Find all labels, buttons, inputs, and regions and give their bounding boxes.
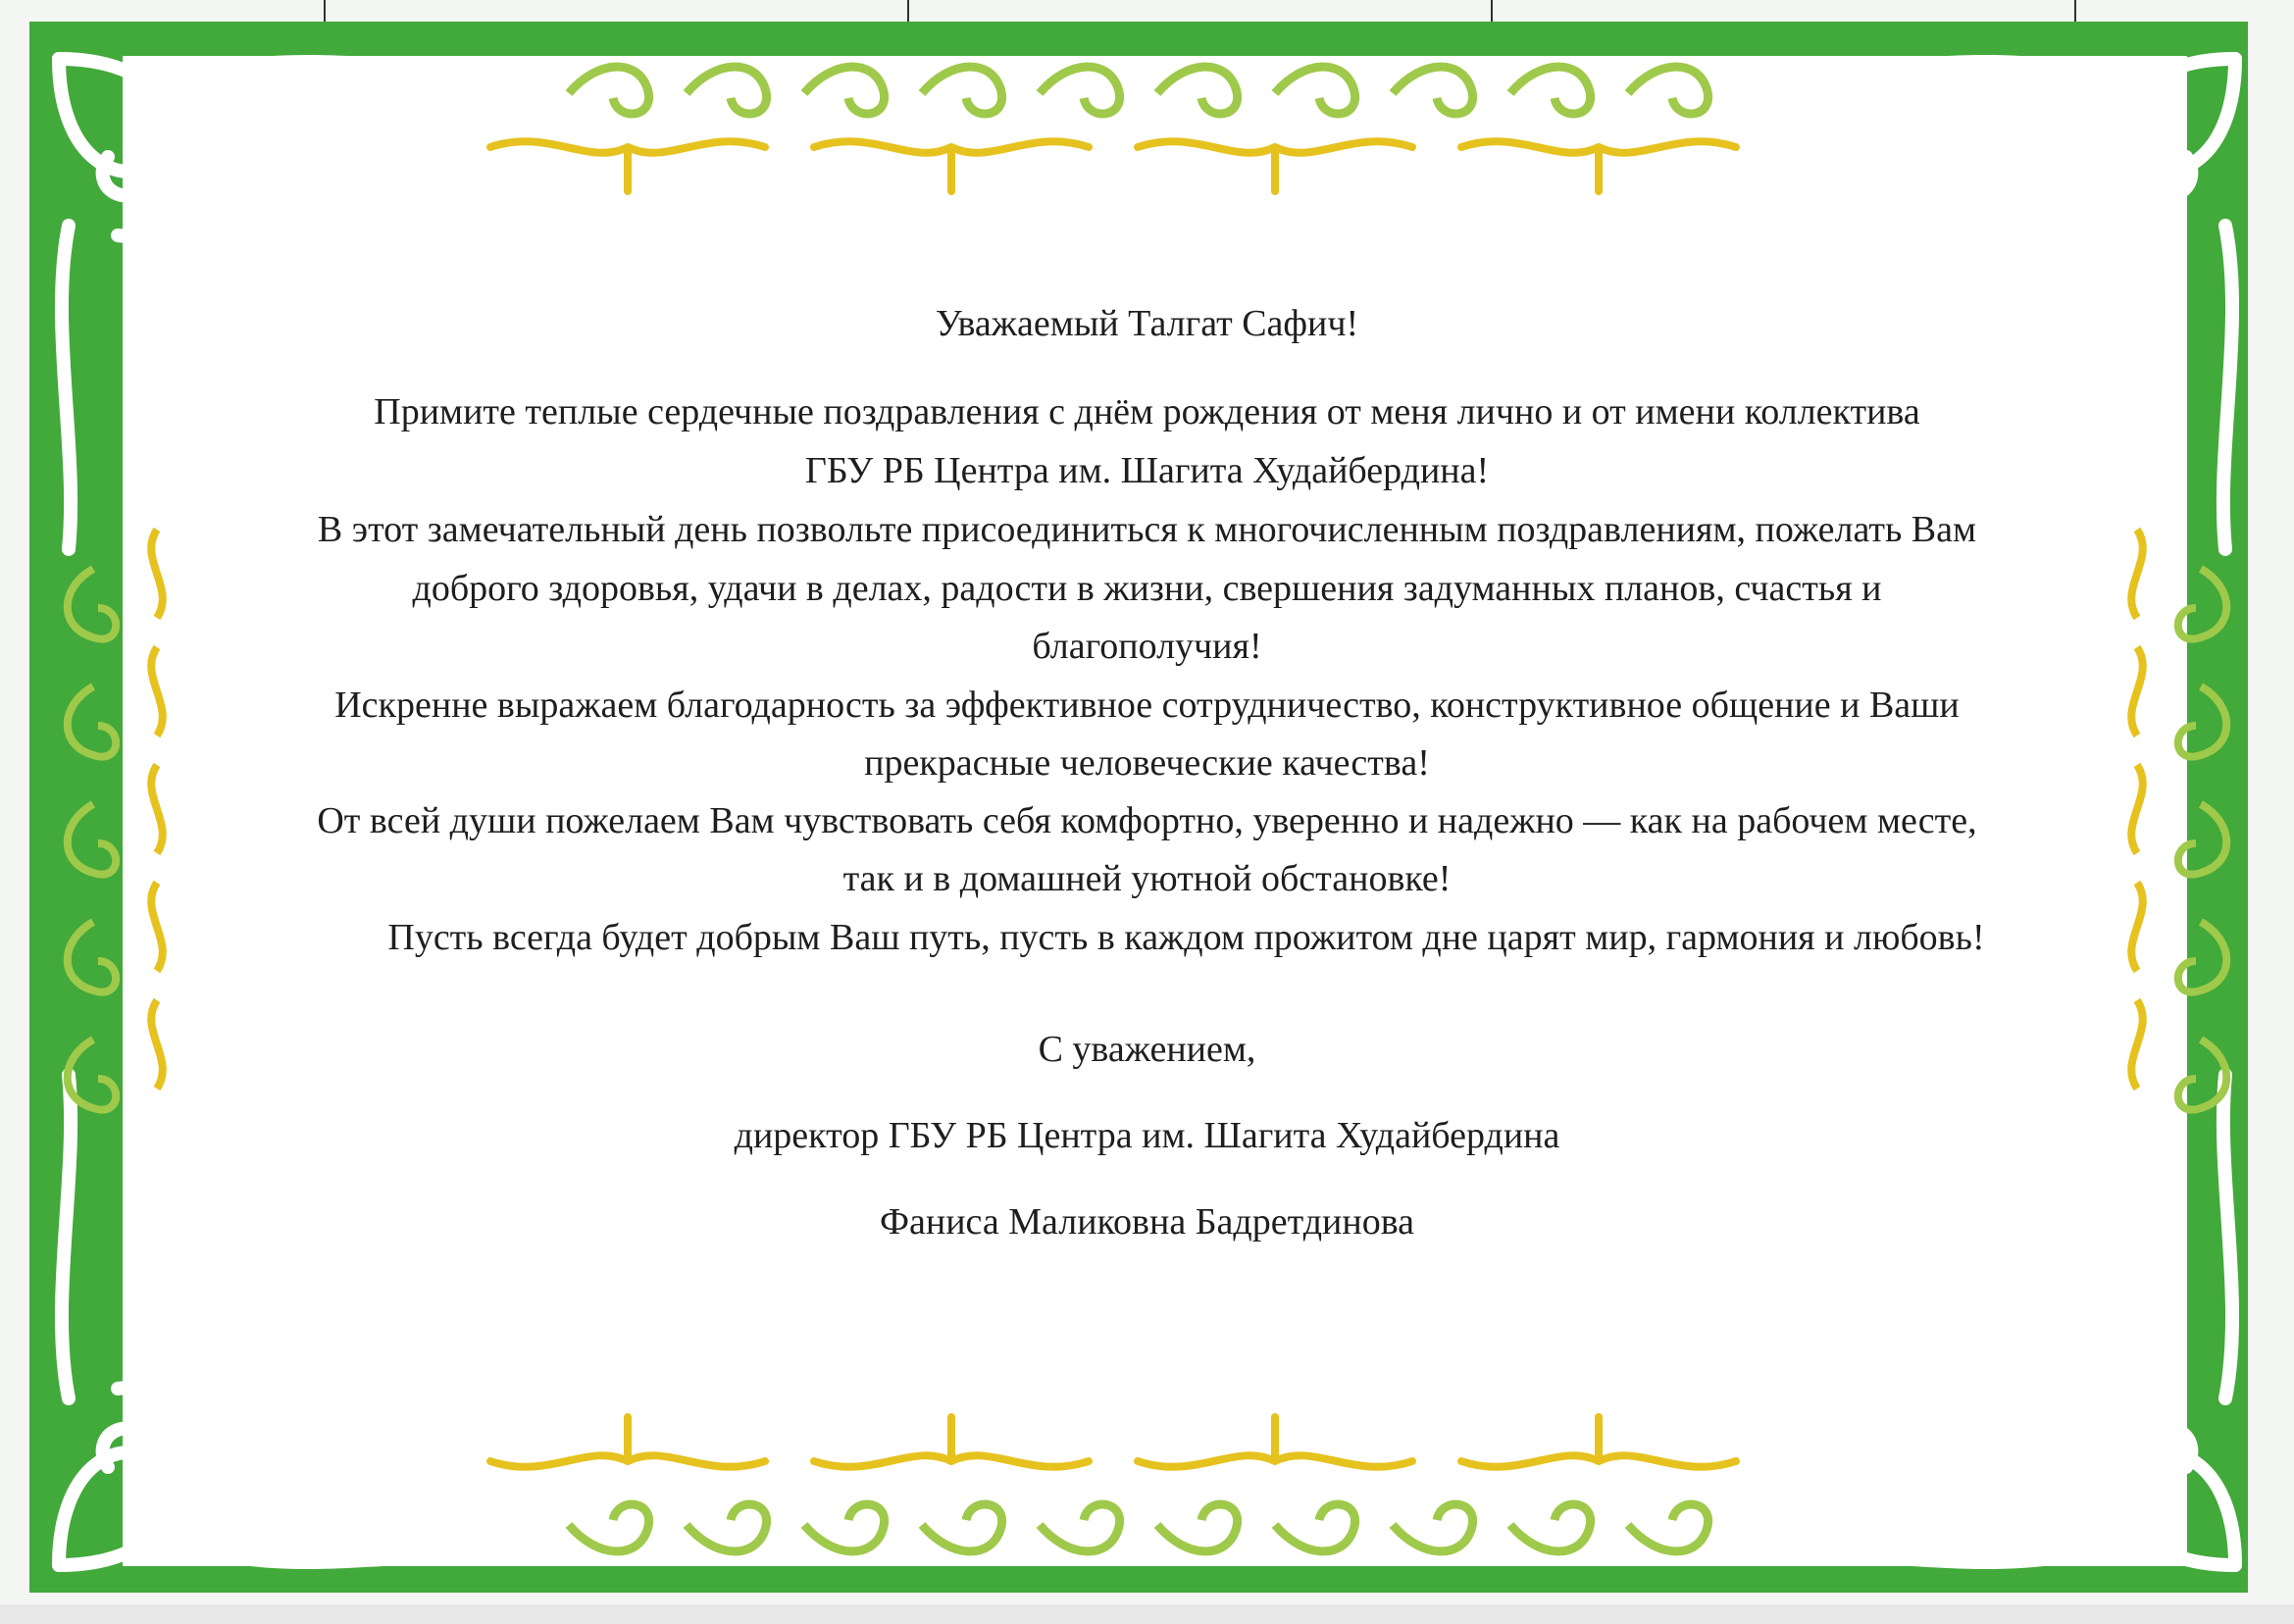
closing: С уважением, [1038, 1029, 1256, 1070]
signer-name: Фаниса Маликовна Бадретдинова [879, 1201, 1415, 1243]
paragraph-line: так и в домашней уютной обстановке! [842, 858, 1452, 899]
signer-position: директор ГБУ РБ Центра им. Шагита Худайбердина [734, 1115, 1560, 1156]
paragraph-line: Примите теплые сердечные поздравления с днём рождения от меня лично и от имени коллектива [374, 391, 1920, 432]
paragraph-line: доброго здоровья, удачи в делах, радости в жизни, свершения задуманных планов, счастья и [412, 568, 1882, 609]
greeting: Уважаемый Талгат Сафич! [935, 303, 1359, 344]
paragraph-line: Искренне выражаем благодарность за эффективное сотрудничество, конструктивное общение и Ваши [334, 685, 1960, 726]
paragraph-line: Пусть всегда будет добрым Ваш путь, пусть в каждом прожитом дне царят мир, гармония и любовь! [387, 917, 1985, 958]
paragraph-line: От всей души пожелаем Вам чувствовать себя комфортно, уверенно и надежно — как на рабочем месте, [317, 800, 1977, 841]
paragraph-line: прекрасные человеческие качества! [864, 742, 1430, 784]
scan-bottom-edge [0, 1604, 2294, 1624]
paragraph-line: благополучия! [1032, 626, 1262, 667]
paragraph-line: ГБУ РБ Центра им. Шагита Худайбердина! [804, 450, 1490, 491]
paragraph-line: В этот замечательный день позвольте присоединиться к многочисленным поздравлениям, пожелать Вам [317, 509, 1977, 550]
